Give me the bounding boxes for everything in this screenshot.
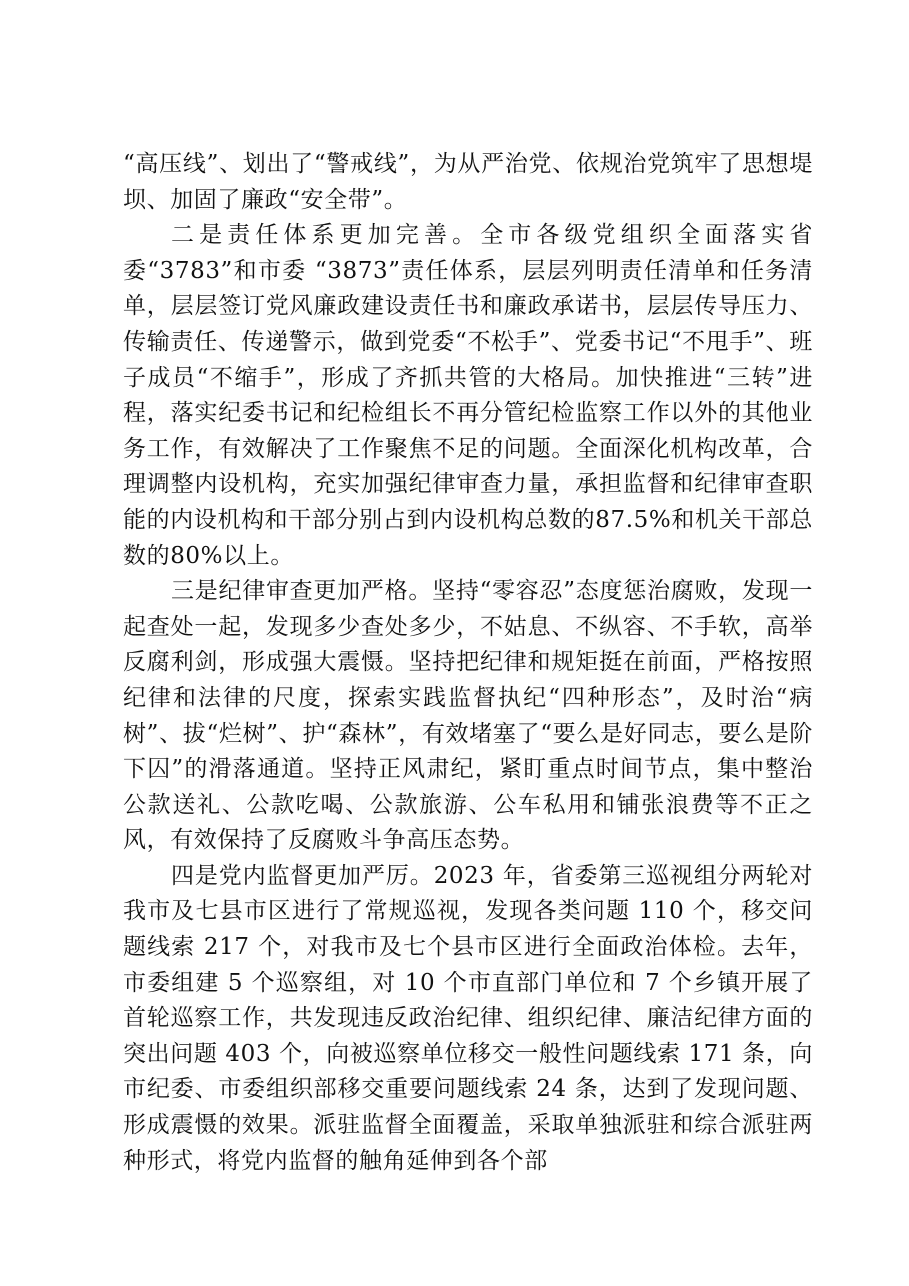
paragraph-responsibility-system: 二是责任体系更加完善。全市各级党组织全面落实省委“3783”和市委 “3873”责任体系，层层列明责任清单和任务清单，层层签订党风廉政建设责任书和廉政承诺书，层层传导压力、传输责任、传递警示，做到党委“不松手”、党委书记“不甩手”、班子成员“不缩手”，形成了齐抓共管的大格局。加快推进“三转”进程，落实纪委书记和纪检组长不再分管纪检监察工作以外的其他业务工作，有效解决了工作聚焦不足的问题。全面深化机构改革，合理调整内设机构，充实加强纪律审查力量，承担监督和纪律审查职能的内设机构和干部分别占到内设机构总数的87.5%和机关干部总数的80%以上。 (123, 222, 813, 569)
paragraph-discipline-review: 三是纪律审查更加严格。坚持“零容忍”态度惩治腐败，发现一起查处一起，发现多少查处多少，不姑息、不纵容、不手软，高举反腐利剑，形成强大震慑。坚持把纪律和规矩挺在前面，严格按照纪律和法律的尺度，探索实践监督执纪“四种形态”，及时治“病树”、拔“烂树”、护“森林”，有效堵塞了“要么是好同志，要么是阶下囚”的滑落通道。坚持正风肃纪，紧盯重点时间节点，集中整治公款送礼、公款吃喝、公款旅游、公车私用和铺张浪费等不正之风，有效保持了反腐败斗争高压态势。 (123, 578, 813, 854)
document-body (123, 147, 813, 1179)
paragraph-party-supervision: 四是党内监督更加严厉。2023 年，省委第三巡视组分两轮对我市及七县市区进行了常规巡视，发现各类问题 110 个，移交问题线索 217 个，对我市及七个县市区进行全面政治体检。去年，市委组建 5 个巡察组，对 10 个市直部门单位和 7 个乡镇开展了首轮巡察工作，共发现违反政治纪律、组织纪律、廉洁纪律方面的突出问题 403 个，向被巡察单位移交一般性问题线索 171 条，向市纪委、市委组织部移交重要问题线索 24 条，达到了发现问题、形成震慑的效果。派驻监督全面覆盖，采取单独派驻和综合派驻两种形式，将党内监督的触角延伸到各个部 (123, 862, 813, 1174)
paragraph-continuation: “高压线”、划出了“警戒线”，为从严治党、依规治党筑牢了思想堤坝、加固了廉政“安全带”。 (123, 151, 813, 213)
